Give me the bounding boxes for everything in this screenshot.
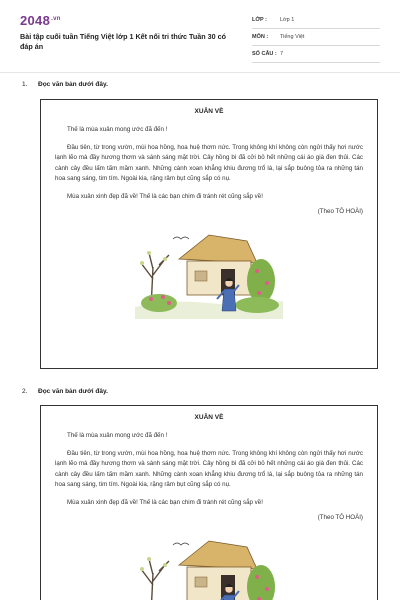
meta-row-subject: [252, 29, 380, 46]
question-1-label: [22, 81, 108, 88]
spring-house-illustration: [129, 219, 289, 319]
meta-key: SỐ CÂU :: [252, 51, 277, 57]
passage-paragraph: Đầu tiên, từ trong vườn, mùi hoa hồng, hoa huệ thơm nức. Trong không khí không còn ngửi thấy hơi nước lạnh lẽo mà đầy hương thơm và sánh sáng mặt trời. Cây hồng bì đã cởi bỏ hết những cái áo già đen thủi. Các cành cây đều lấm tấm mầm xanh. Những cành xoan khẳng khiu đương trổ lá, lại sắp buông tỏa ra những tán hoa sang sáng, tim tím. Ngoài kia, rặng râm bụt cũng sắp có nụ.: [55, 449, 363, 488]
question-number: 1.: [22, 81, 28, 88]
passage-paragraph: Mùa xuân xinh đẹp đã về! Thế là các bạn chim đi tránh rét cũng sắp về!: [67, 498, 263, 506]
passage-author: (Theo TÔ HOÀI): [317, 208, 363, 215]
meta-value: Tiếng Việt: [280, 34, 305, 40]
meta-row-grade: [252, 12, 380, 29]
logo-text: 2048: [20, 13, 51, 28]
passage-author: (Theo TÔ HOÀI): [317, 514, 363, 521]
question-2-label: [22, 388, 108, 395]
passage-box-1: [40, 99, 378, 369]
meta-key: LỚP :: [252, 17, 267, 23]
meta-value: Lớp 1: [280, 17, 295, 23]
meta-row-count: [252, 46, 380, 63]
question-number: 2.: [22, 388, 28, 395]
meta-table: [252, 12, 380, 63]
passage-title: XUÂN VỀ: [194, 414, 224, 421]
header-divider: [0, 72, 400, 73]
passage-box-2: [40, 405, 378, 600]
header: [0, 0, 400, 72]
question-prompt: Đọc văn bản dưới đây.: [38, 81, 108, 88]
site-logo[interactable]: [20, 13, 61, 28]
meta-value: 7: [280, 51, 284, 57]
passage-paragraph: Mùa xuân xinh đẹp đã về! Thế là các bạn chim đi tránh rét cũng sắp về!: [67, 192, 263, 200]
passage-title: XUÂN VỀ: [194, 108, 224, 115]
passage-paragraph: Thế là mùa xuân mong ước đã đến !: [67, 432, 168, 439]
question-prompt: Đọc văn bản dưới đây.: [38, 388, 108, 395]
page-title: Bài tập cuối tuần Tiếng Việt lớp 1 Kết nối tri thức Tuần 30 có đáp án: [20, 32, 227, 51]
passage-paragraph: Đầu tiên, từ trong vườn, mùi hoa hồng, hoa huệ thơm nức. Trong không khí không còn ngửi thấy hơi nước lạnh lẽo mà đầy hương thơm và sánh sáng mặt trời. Cây hồng bì đã cởi bỏ hết những cái áo già đen thủi. Các cành cây đều lấm tấm mầm xanh. Những cành xoan khẳng khiu đương trổ lá, lại sắp buông tỏa ra những tán hoa sang sáng, tim tím. Ngoài kia, rặng râm bụt cũng sắp có nụ.: [55, 143, 363, 182]
meta-key: MÔN :: [252, 34, 269, 40]
spring-house-illustration: [129, 525, 289, 600]
passage-paragraph: Thế là mùa xuân mong ước đã đến !: [67, 126, 168, 133]
logo-tld: .vn: [51, 15, 61, 22]
